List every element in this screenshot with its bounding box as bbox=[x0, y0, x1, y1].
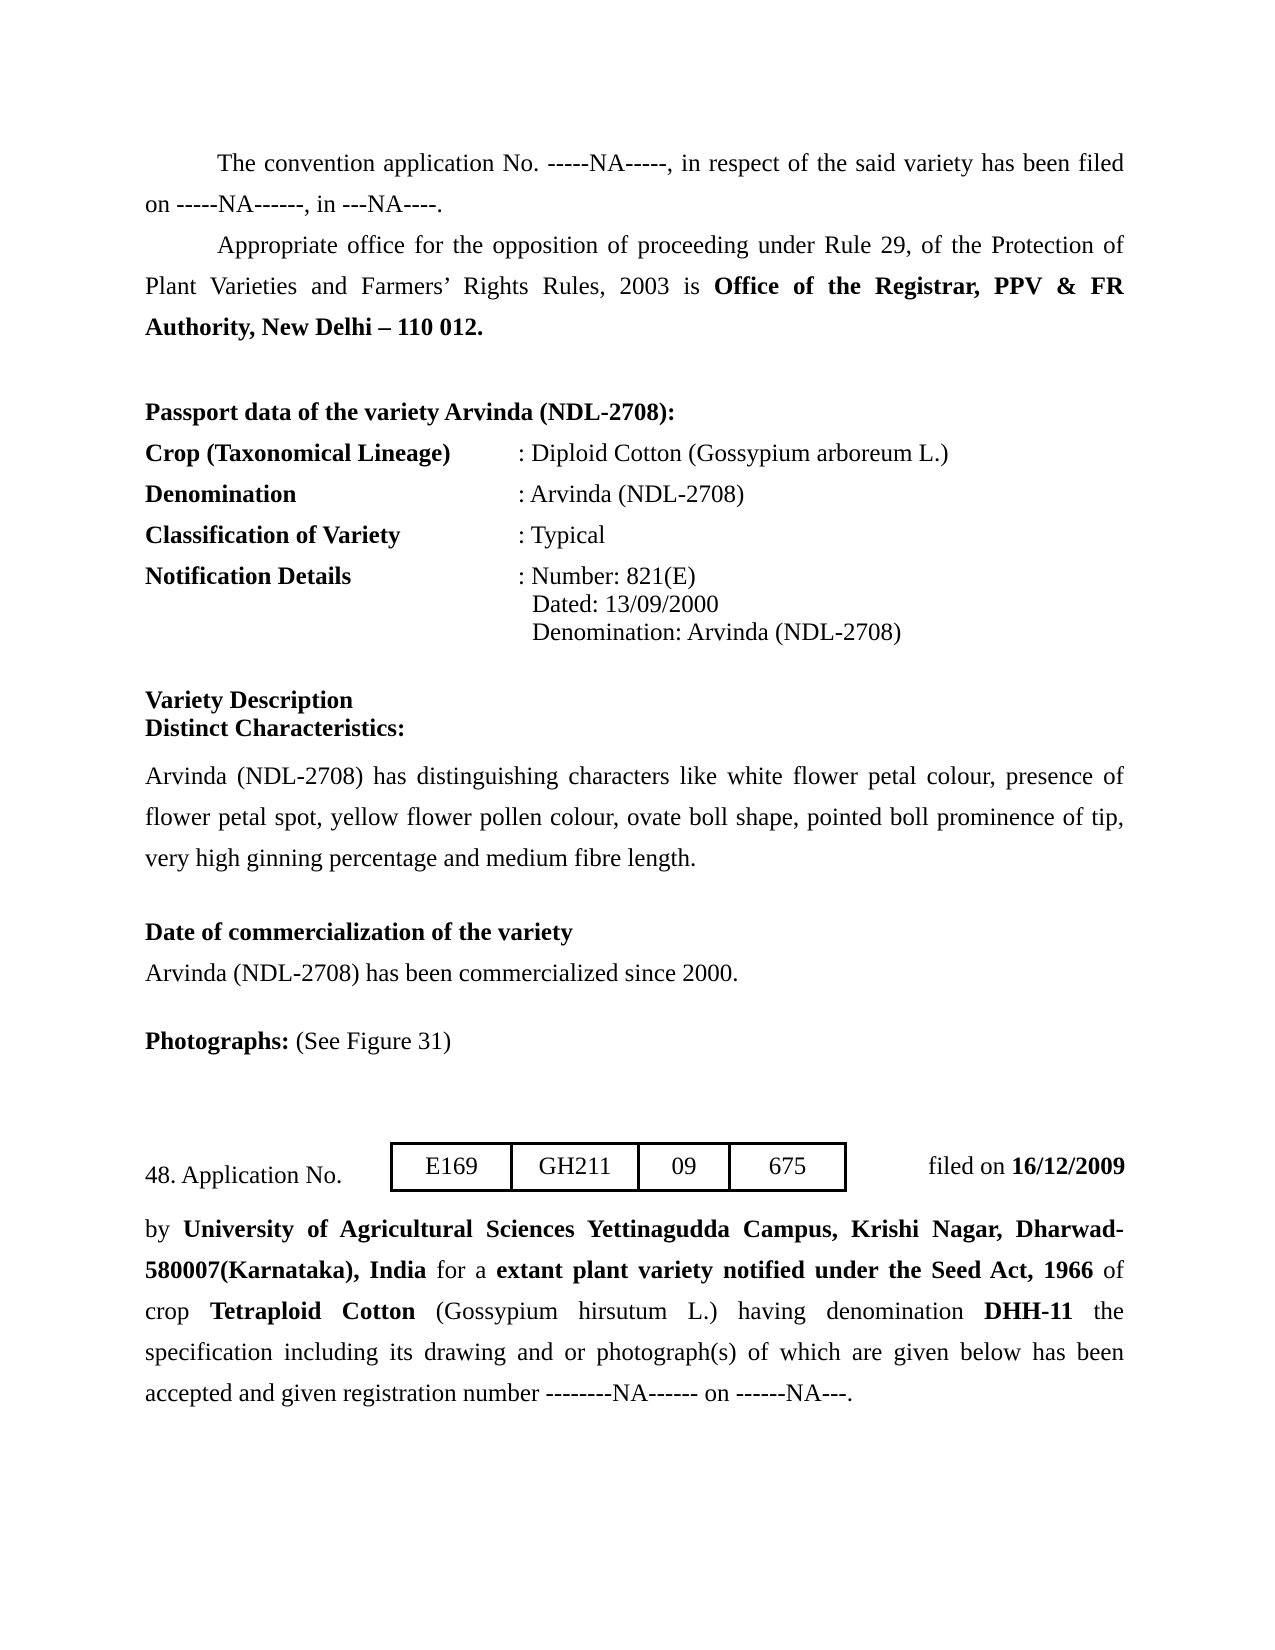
passport-row-label: Denomination bbox=[145, 481, 297, 508]
application-details-paragraph: by University of Agricultural Sciences Yettinagudda Campus, Krishi Nagar, Dharwad-580007(Karnataka), India for a extant plant variety notified under the Seed Act, 1966 of crop Tetraploid Cotton (Gossypium hirsutum L.) having denomination DHH-11 the specification including its drawing and or photograph(s) of which are given below has been accepted and given registration number --------NA------ on ------NA---. bbox=[145, 1216, 1125, 1407]
photographs-value: (See Figure 31) bbox=[289, 1028, 452, 1055]
notification-number-line: : Number: 821(E) bbox=[518, 563, 696, 590]
opposition-office-paragraph: Appropriate office for the opposition of proceeding under Rule 29, of the Protection of Plant Varieties and Farmers’ Rights Rules, 2003 is Office of the Registrar, PPV & FR Authority, New Delhi – 110 012. bbox=[145, 232, 1124, 341]
passport-row-denomination bbox=[145, 481, 1124, 509]
application-code-cell-3: 09 bbox=[639, 1144, 730, 1191]
passport-row-notification bbox=[145, 563, 1124, 647]
filed-on-label: filed on bbox=[928, 1153, 1012, 1180]
variety-description-heading: Variety Description bbox=[145, 687, 354, 714]
application-code-table bbox=[390, 1142, 847, 1192]
passport-row-value: : Typical bbox=[518, 522, 606, 549]
passport-row-classification bbox=[145, 522, 1124, 550]
passport-row-value: : Arvinda (NDL-2708) bbox=[518, 481, 745, 508]
passport-data-heading: Passport data of the variety Arvinda (NDL-2708): bbox=[145, 399, 676, 426]
application-number-label: 48. Application No. bbox=[145, 1162, 343, 1189]
passport-row-label: Crop (Taxonomical Lineage) bbox=[145, 440, 451, 467]
application-code-cell-4: 675 bbox=[730, 1144, 846, 1191]
filed-on-date: 16/12/2009 bbox=[1011, 1153, 1126, 1180]
distinct-characteristics-heading: Distinct Characteristics: bbox=[145, 715, 406, 742]
passport-data-rows bbox=[145, 440, 1124, 647]
passport-row-label: Classification of Variety bbox=[145, 522, 401, 549]
passport-row-value bbox=[518, 563, 1124, 647]
photographs-label: Photographs: bbox=[145, 1028, 290, 1055]
notification-dated-line: Dated: 13/09/2000 bbox=[532, 591, 719, 618]
commercialization-paragraph: Arvinda (NDL-2708) has been commercialized since 2000. bbox=[145, 960, 739, 987]
passport-row-value: : Diploid Cotton (Gossypium arboreum L.) bbox=[518, 440, 949, 467]
filed-on-line bbox=[928, 1153, 1125, 1181]
photographs-line bbox=[145, 1021, 1124, 1062]
application-code-table-row bbox=[392, 1144, 846, 1191]
commercialization-heading: Date of commercialization of the variety bbox=[145, 919, 573, 946]
application-code-cell-1: E169 bbox=[392, 1144, 512, 1191]
convention-application-paragraph: The convention application No. -----NA-----, in respect of the said variety has been filed on -----NA------, in ---NA----. bbox=[145, 150, 1124, 218]
passport-row-crop bbox=[145, 440, 1124, 468]
application-number-row bbox=[145, 1142, 1124, 1192]
application-code-cell-2: GH211 bbox=[512, 1144, 639, 1191]
distinct-characteristics-paragraph: Arvinda (NDL-2708) has distinguishing characters like white flower petal colour, presence of flower petal spot, yellow flower pollen colour, ovate boll shape, pointed boll prominence of tip, very high ginning percentage and medium fibre length. bbox=[145, 763, 1124, 872]
notification-denomination-line: Denomination: Arvinda (NDL-2708) bbox=[532, 619, 902, 646]
passport-row-label: Notification Details bbox=[145, 563, 352, 590]
